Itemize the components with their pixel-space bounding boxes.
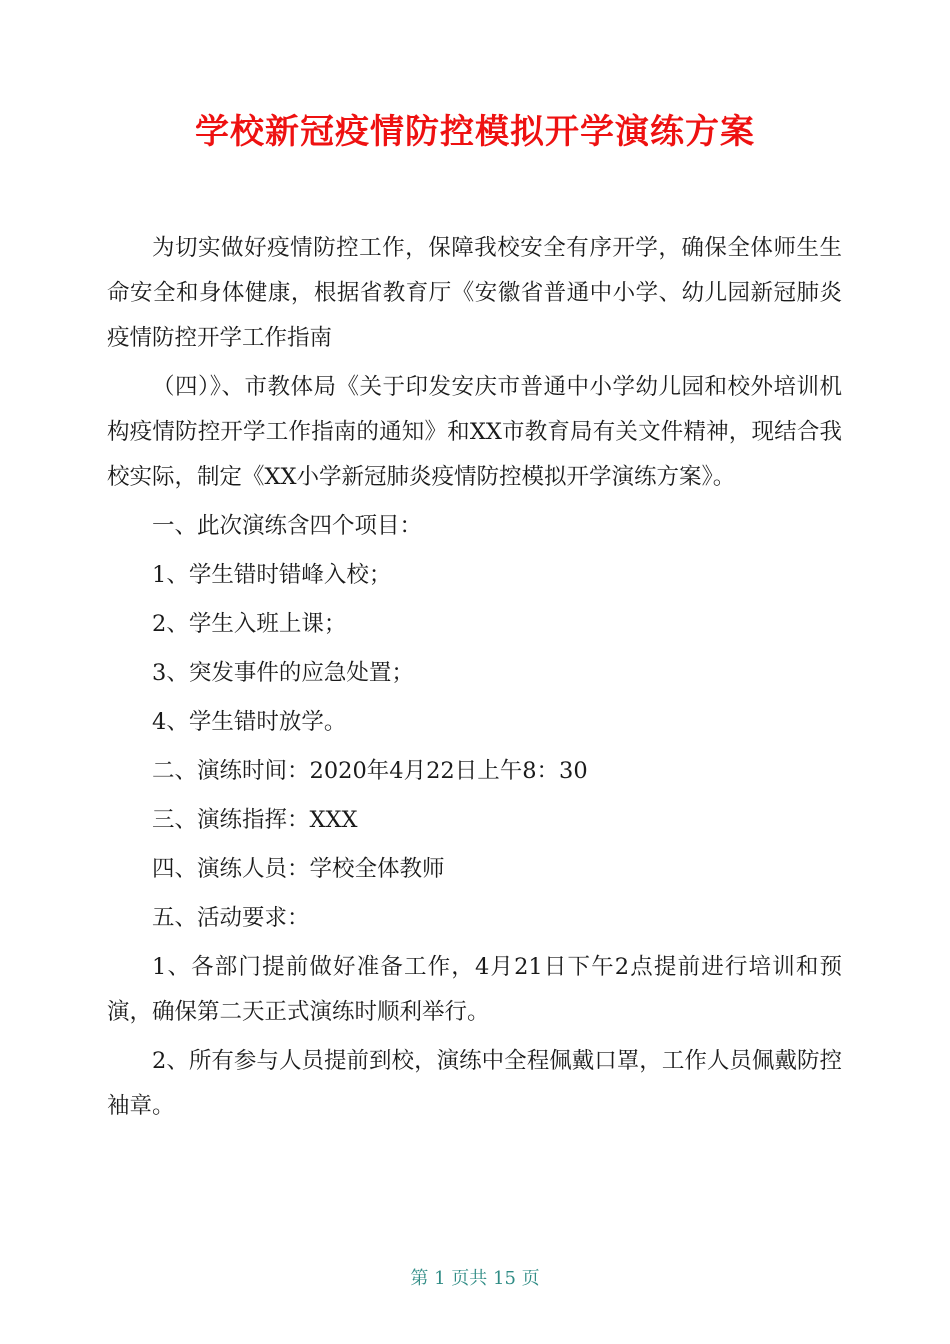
section-heading-items: 一、此次演练含四个项目： — [152, 513, 423, 539]
requirement-item: 2、所有参与人员提前到校，演练中全程佩戴口罩，工作人员佩戴防控袖章。 — [107, 1048, 842, 1119]
paragraph-intro-continued: （四）》、市教体局《关于印发安庆市普通中小学幼儿园和校外培训机构疫情防控开学工作指南的通知》和XX市教育局有关文件精神，现结合我校实际，制定《XX小学新冠肺炎疫情防控模拟开学演练方案》。 — [107, 374, 842, 490]
section-heading-time: 二、演练时间：2020年4月22日上午8：30 — [152, 758, 588, 784]
section-heading-requirements: 五、活动要求： — [152, 905, 310, 931]
page-number-footer: 第 1 页共 15 页 — [410, 1268, 540, 1289]
list-item: 3、突发事件的应急处置； — [152, 660, 414, 686]
paragraph-intro: 为切实做好疫情防控工作，保障我校安全有序开学，确保全体师生生命安全和身体健康，根据省教育厅《安徽省普通中小学、幼儿园新冠肺炎疫情防控开学工作指南 — [107, 235, 842, 351]
document-title: 学校新冠疫情防控模拟开学演练方案 — [195, 112, 755, 152]
document-body — [107, 226, 842, 1133]
section-heading-personnel: 四、演练人员：学校全体教师 — [152, 856, 445, 882]
section-heading-commander: 三、演练指挥：XXX — [152, 807, 358, 833]
requirement-item: 1、各部门提前做好准备工作，4月21日下午2点提前进行培训和预演，确保第二天正式演练时顺利举行。 — [107, 954, 842, 1025]
list-item: 4、学生错时放学。 — [152, 709, 347, 735]
list-item: 2、学生入班上课； — [152, 611, 347, 637]
list-item: 1、学生错时错峰入校； — [152, 562, 392, 588]
